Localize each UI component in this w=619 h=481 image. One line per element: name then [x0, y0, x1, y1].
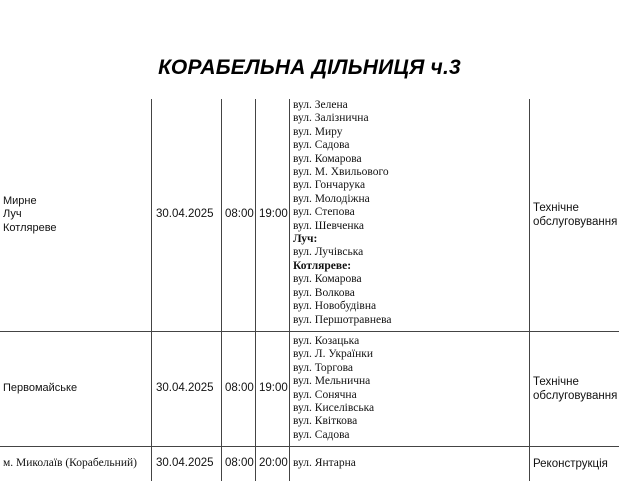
- start-time-cell: 08:00: [222, 446, 256, 481]
- street-item: вул. Л. Українки: [293, 348, 373, 361]
- table-row: [0, 331, 619, 446]
- street-item: вул. Садова: [293, 139, 350, 152]
- table-row: [0, 446, 619, 481]
- settlement-subheading: Котляреве:: [293, 259, 352, 272]
- end-time-cell: 19:00: [256, 99, 290, 331]
- street-item: вул. Садова: [293, 428, 350, 441]
- street-item: вул. Торгова: [293, 361, 353, 374]
- street-list: [293, 335, 529, 442]
- street-item: вул. Степова: [293, 206, 355, 219]
- work-type-label: Реконструкція: [533, 458, 608, 470]
- work-type-cell: [530, 446, 619, 481]
- street-item: вул. Лучівська: [293, 246, 364, 259]
- street-item: вул. Комарова: [293, 273, 362, 286]
- streets-cell: [290, 99, 530, 331]
- date-cell: 30.04.2025: [152, 99, 222, 331]
- street-list: [293, 457, 529, 470]
- street-item: вул. Сонячна: [293, 388, 357, 401]
- end-time-cell: 20:00: [256, 446, 290, 481]
- date-cell: 30.04.2025: [152, 331, 222, 446]
- work-type-cell: [530, 99, 619, 331]
- end-time-cell: 19:00: [256, 331, 290, 446]
- street-item: вул. Зелена: [293, 99, 348, 111]
- start-time-cell: 08:00: [222, 331, 256, 446]
- date-cell: 30.04.2025: [152, 446, 222, 481]
- street-item: вул. М. Хвильового: [293, 166, 389, 179]
- street-item: вул. Киселівська: [293, 401, 375, 414]
- location-name: Мирне: [3, 194, 37, 207]
- street-list: [293, 99, 529, 327]
- table-row: [0, 99, 619, 331]
- locations-cell: [0, 331, 152, 446]
- locations-cell: [0, 99, 152, 331]
- streets-cell: [290, 446, 530, 481]
- street-item: вул. Миру: [293, 125, 343, 138]
- street-item: вул. Квіткова: [293, 415, 358, 428]
- page-title: КОРАБЕЛЬНА ДІЛЬНИЦЯ ч.3: [158, 56, 461, 79]
- work-type-cell: [530, 331, 619, 446]
- street-item: вул. Янтарна: [293, 457, 356, 470]
- locations-cell: м. Миколаїв (Корабельний): [0, 446, 152, 481]
- street-item: вул. Залізнична: [293, 112, 369, 125]
- start-time-cell: 08:00: [222, 99, 256, 331]
- street-item: вул. Комарова: [293, 152, 362, 165]
- street-item: вул. Гончарука: [293, 179, 366, 192]
- street-item: вул. Шевченка: [293, 219, 365, 232]
- location-name: Первомайське: [3, 381, 78, 394]
- work-type-label: Технічне обслуговування: [533, 375, 618, 402]
- street-item: вул. Волкова: [293, 286, 355, 299]
- settlement-subheading: Луч:: [293, 233, 318, 246]
- outage-schedule-table: [0, 99, 619, 481]
- street-item: вул. Козацька: [293, 334, 360, 347]
- street-item: вул. Мельнична: [293, 375, 371, 388]
- street-item: вул. Першотравнева: [293, 313, 392, 326]
- street-item: вул. Новобудівна: [293, 300, 377, 313]
- street-item: вул. Молодіжна: [293, 192, 370, 205]
- location-name: Котляреве: [3, 221, 57, 234]
- work-type-label: Технічне обслуговування: [533, 201, 618, 228]
- location-name: Луч: [3, 208, 22, 220]
- streets-cell: [290, 331, 530, 446]
